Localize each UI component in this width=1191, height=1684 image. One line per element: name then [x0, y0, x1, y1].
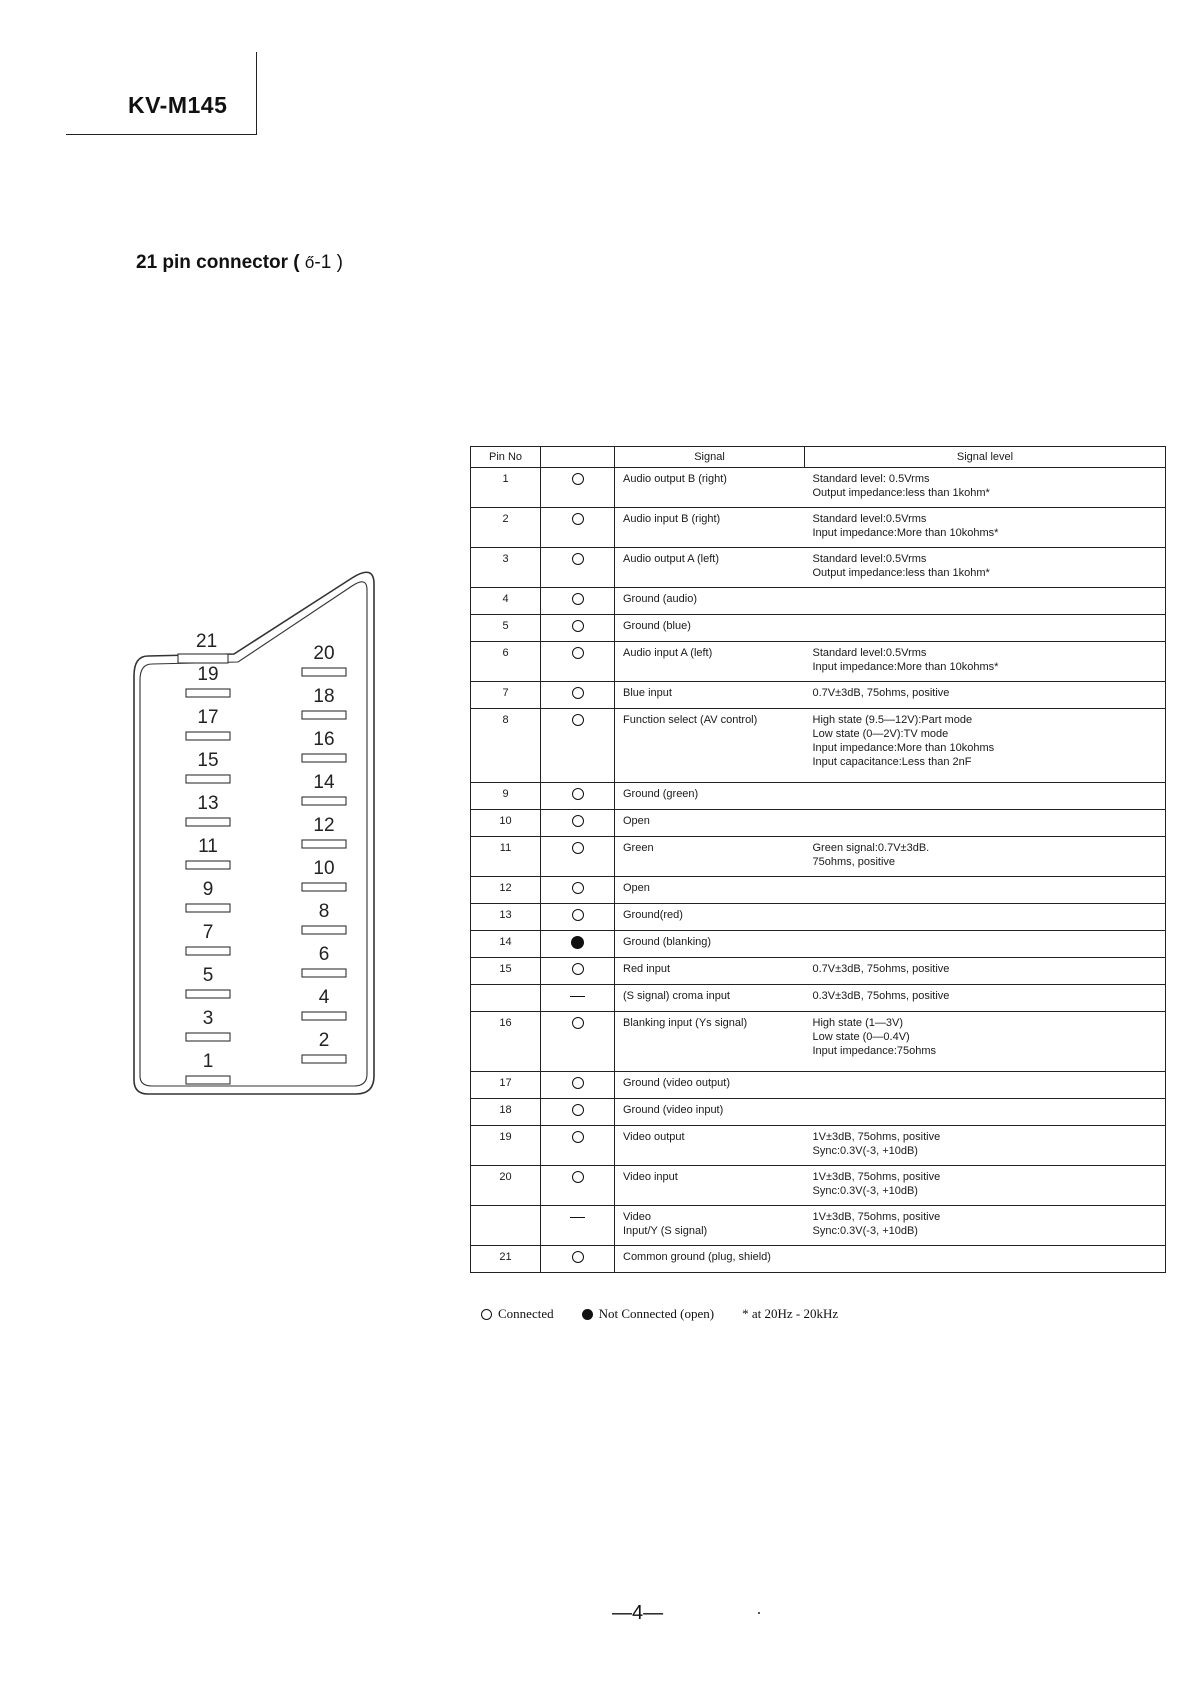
table-row: [471, 877, 1166, 904]
signal-level-cell: 1V±3dB, 75ohms, positive Sync:0.3V(-3, +10dB): [805, 1206, 1166, 1246]
scan-speck: [758, 1612, 760, 1614]
legend-connected-label: Connected: [498, 1306, 554, 1321]
table-row: [471, 931, 1166, 958]
signal-cell: Video output: [615, 1126, 805, 1166]
pin-number-cell: [471, 1206, 541, 1246]
pin-number-cell: [471, 985, 541, 1012]
pin-no-header: Pin No: [471, 447, 541, 468]
signal-cell: Function select (AV control): [615, 709, 805, 783]
table-row: [471, 508, 1166, 548]
pin-number-cell: 21: [471, 1246, 541, 1273]
signal-cell: Ground (blanking): [615, 931, 805, 958]
connection-mark-cell: [541, 615, 615, 642]
connection-mark-cell: [541, 958, 615, 985]
open-circle-icon: [572, 620, 584, 632]
connection-mark-cell: [541, 931, 615, 958]
pin-number-cell: 6: [471, 642, 541, 682]
pin-contact-16: [302, 754, 346, 762]
table-row: [471, 1246, 1166, 1273]
pin-contact-11: [186, 861, 230, 869]
table-row: [471, 1166, 1166, 1206]
open-circle-icon: [572, 1171, 584, 1183]
table-row: [471, 1099, 1166, 1126]
connection-mark-cell: [541, 468, 615, 508]
pin-contact-18: [302, 711, 346, 719]
dash-icon: [570, 1217, 585, 1218]
table-row: [471, 783, 1166, 810]
connection-mark-cell: [541, 548, 615, 588]
table-row: [471, 468, 1166, 508]
open-circle-icon: [572, 815, 584, 827]
table-row: [471, 709, 1166, 783]
open-circle-icon: [572, 909, 584, 921]
signal-level-cell: 0.7V±3dB, 75ohms, positive: [805, 958, 1166, 985]
pin-label-8: 8: [318, 901, 330, 922]
pin-label-11: 11: [198, 836, 218, 857]
signal-level-cell: 0.7V±3dB, 75ohms, positive: [805, 682, 1166, 709]
open-circle-icon: [572, 1251, 584, 1263]
pin-number-cell: 12: [471, 877, 541, 904]
pin-label-20: 20: [313, 643, 335, 664]
section-ref-number: -1 ): [314, 252, 343, 273]
pin-contact-4: [302, 1012, 346, 1020]
pin-contact-17: [186, 732, 230, 740]
legend-note: * at 20Hz - 20kHz: [742, 1306, 839, 1321]
signal-level-cell: High state (1—3V) Low state (0—0.4V) Input impedance:75ohms: [805, 1012, 1166, 1072]
table-row: [471, 904, 1166, 931]
connection-mark-cell: [541, 904, 615, 931]
pin-label-19: 19: [197, 664, 219, 685]
pin-number-cell: 1: [471, 468, 541, 508]
pin-label-12: 12: [313, 815, 335, 836]
open-circle-icon: [572, 788, 584, 800]
pin-21-contact: [178, 654, 228, 663]
table-row: [471, 810, 1166, 837]
signal-level-cell: High state (9.5—12V):Part mode Low state (0—2V):TV mode Input impedance:More than 10kohms Input capacitance:Less than 2nF: [805, 709, 1166, 783]
section-title: [136, 252, 343, 274]
table-row: [471, 1072, 1166, 1099]
signal-level-cell: 1V±3dB, 75ohms, positive Sync:0.3V(-3, +10dB): [805, 1166, 1166, 1206]
pin-label-10: 10: [313, 858, 335, 879]
open-circle-icon: [572, 593, 584, 605]
pin-label-16: 16: [313, 729, 335, 750]
signal-cell: Ground (blue): [615, 615, 805, 642]
pin-label-13: 13: [197, 793, 219, 814]
pin-contact-2: [302, 1055, 346, 1063]
table-row: [471, 642, 1166, 682]
pin-label-1: 1: [202, 1051, 214, 1072]
signal-level-cell: Standard level:0.5Vrms Input impedance:More than 10kohms*: [805, 642, 1166, 682]
table-row: [471, 548, 1166, 588]
connection-mark-cell: [541, 877, 615, 904]
table-row: [471, 615, 1166, 642]
signal-level-cell: [805, 1099, 1166, 1126]
connection-mark-cell: [541, 1246, 615, 1273]
table-row: [471, 837, 1166, 877]
pin-number-cell: 7: [471, 682, 541, 709]
page-number: —4—: [612, 1602, 664, 1624]
signal-level-cell: [805, 877, 1166, 904]
pin-label-18: 18: [313, 686, 335, 707]
signal-level-cell: 0.3V±3dB, 75ohms, positive: [805, 985, 1166, 1012]
signal-cell: Ground (video input): [615, 1099, 805, 1126]
open-circle-icon: [572, 647, 584, 659]
signal-cell: Red input: [615, 958, 805, 985]
pin-contact-19: [186, 689, 230, 697]
open-circle-icon: [572, 1077, 584, 1089]
table-row: [471, 1012, 1166, 1072]
pin-number-cell: 19: [471, 1126, 541, 1166]
board-ref-icon: ő: [304, 253, 315, 272]
legend-connected: [481, 1306, 554, 1322]
pin-label-6: 6: [318, 944, 330, 965]
pin-number-cell: 9: [471, 783, 541, 810]
pin-label-5: 5: [202, 965, 214, 986]
pin-contact-3: [186, 1033, 230, 1041]
signal-cell: Ground (green): [615, 783, 805, 810]
open-circle-icon: [572, 473, 584, 485]
model-title: KV-M145: [128, 92, 228, 118]
pin-contact-8: [302, 926, 346, 934]
open-circle-icon: [572, 963, 584, 975]
legend: [481, 1306, 866, 1322]
open-circle-icon: [572, 1104, 584, 1116]
connection-mark-cell: [541, 810, 615, 837]
pin-assignment-table: [470, 446, 1166, 1273]
table-row: [471, 682, 1166, 709]
connection-mark-cell: [541, 1126, 615, 1166]
table-header-row: [471, 447, 1166, 468]
pin-label-15: 15: [197, 750, 219, 771]
signal-cell: Common ground (plug, shield): [615, 1246, 805, 1273]
connection-mark-cell: [541, 1166, 615, 1206]
pin-label-4: 4: [318, 987, 330, 1008]
signal-level-header: Signal level: [805, 447, 1166, 468]
signal-cell: Audio input A (left): [615, 642, 805, 682]
signal-cell: Open: [615, 877, 805, 904]
pin-contact-9: [186, 904, 230, 912]
connection-mark-cell: [541, 1099, 615, 1126]
pin-contact-1: [186, 1076, 230, 1084]
pin-contact-6: [302, 969, 346, 977]
connection-mark-cell: [541, 682, 615, 709]
signal-cell: Audio input B (right): [615, 508, 805, 548]
pin-label-14: 14: [313, 772, 335, 793]
pin-label-3: 3: [202, 1008, 214, 1029]
pin-number-cell: 20: [471, 1166, 541, 1206]
connection-mark-cell: [541, 508, 615, 548]
signal-level-cell: [805, 783, 1166, 810]
table-row: [471, 985, 1166, 1012]
pin-number-cell: 15: [471, 958, 541, 985]
signal-level-cell: 1V±3dB, 75ohms, positive Sync:0.3V(-3, +10dB): [805, 1126, 1166, 1166]
signal-cell: Ground (audio): [615, 588, 805, 615]
pin-label-9: 9: [202, 879, 214, 900]
signal-level-cell: Standard level:0.5Vrms Input impedance:More than 10kohms*: [805, 508, 1166, 548]
pin-number-cell: 11: [471, 837, 541, 877]
signal-level-cell: [805, 810, 1166, 837]
signal-level-cell: [805, 588, 1166, 615]
pin-label-7: 7: [202, 922, 214, 943]
signal-cell: Video input: [615, 1166, 805, 1206]
pin-number-cell: 2: [471, 508, 541, 548]
signal-cell: Audio output A (left): [615, 548, 805, 588]
pin-label-2: 2: [318, 1030, 330, 1051]
table-row: [471, 958, 1166, 985]
signal-cell: Open: [615, 810, 805, 837]
signal-cell: Blue input: [615, 682, 805, 709]
signal-cell: Audio output B (right): [615, 468, 805, 508]
connection-mark-cell: [541, 642, 615, 682]
pin-contact-14: [302, 797, 346, 805]
connection-mark-cell: [541, 783, 615, 810]
connection-mark-cell: [541, 985, 615, 1012]
pin-contact-13: [186, 818, 230, 826]
dash-icon: [570, 996, 585, 997]
signal-cell: Ground(red): [615, 904, 805, 931]
filled-circle-icon: [582, 1309, 593, 1320]
signal-level-cell: Standard level: 0.5Vrms Output impedance:less than 1kohm*: [805, 468, 1166, 508]
table-row: [471, 588, 1166, 615]
legend-not-connected: [582, 1306, 715, 1322]
signal-level-cell: [805, 904, 1166, 931]
pin-number-cell: 17: [471, 1072, 541, 1099]
signal-cell: (S signal) croma input: [615, 985, 805, 1012]
open-circle-icon: [572, 842, 584, 854]
mark-header: [541, 447, 615, 468]
pin-number-cell: 3: [471, 548, 541, 588]
pin-number-cell: 18: [471, 1099, 541, 1126]
table-row: [471, 1206, 1166, 1246]
pin-number-cell: 16: [471, 1012, 541, 1072]
pin-number-cell: 13: [471, 904, 541, 931]
connection-mark-cell: [541, 588, 615, 615]
connection-mark-cell: [541, 1072, 615, 1099]
open-circle-icon: [572, 513, 584, 525]
connection-mark-cell: [541, 837, 615, 877]
signal-cell: Ground (video output): [615, 1072, 805, 1099]
pin-contact-5: [186, 990, 230, 998]
filled-circle-icon: [571, 936, 584, 949]
pin-contact-12: [302, 840, 346, 848]
open-circle-icon: [572, 687, 584, 699]
pin-number-cell: 5: [471, 615, 541, 642]
signal-header: Signal: [615, 447, 805, 468]
signal-cell: Video Input/Y (S signal): [615, 1206, 805, 1246]
connection-mark-cell: [541, 1206, 615, 1246]
signal-level-cell: Standard level:0.5Vrms Output impedance:less than 1kohm*: [805, 548, 1166, 588]
pin-contact-15: [186, 775, 230, 783]
pin-number-cell: 8: [471, 709, 541, 783]
scart-connector-diagram: [126, 570, 396, 1120]
pin-number-cell: 10: [471, 810, 541, 837]
signal-level-cell: [805, 1246, 1166, 1273]
section-title-text: 21 pin connector (: [136, 252, 300, 273]
pin-contact-20: [302, 668, 346, 676]
open-circle-icon: [572, 553, 584, 565]
pin-contact-10: [302, 883, 346, 891]
signal-level-cell: [805, 931, 1166, 958]
open-circle-icon: [572, 1131, 584, 1143]
pin-contact-7: [186, 947, 230, 955]
pin-label-17: 17: [197, 707, 219, 728]
signal-cell: Blanking input (Ys signal): [615, 1012, 805, 1072]
signal-cell: Green: [615, 837, 805, 877]
signal-level-cell: [805, 615, 1166, 642]
open-circle-icon: [572, 882, 584, 894]
connection-mark-cell: [541, 709, 615, 783]
signal-level-cell: [805, 1072, 1166, 1099]
open-circle-icon: [481, 1309, 492, 1320]
legend-not-connected-label: Not Connected (open): [598, 1306, 715, 1321]
pin-label-21: 21: [196, 631, 218, 652]
open-circle-icon: [572, 1017, 584, 1029]
table-row: [471, 1126, 1166, 1166]
connection-mark-cell: [541, 1012, 615, 1072]
signal-level-cell: Green signal:0.7V±3dB. 75ohms, positive: [805, 837, 1166, 877]
pin-number-cell: 4: [471, 588, 541, 615]
open-circle-icon: [572, 714, 584, 726]
pin-number-cell: 14: [471, 931, 541, 958]
